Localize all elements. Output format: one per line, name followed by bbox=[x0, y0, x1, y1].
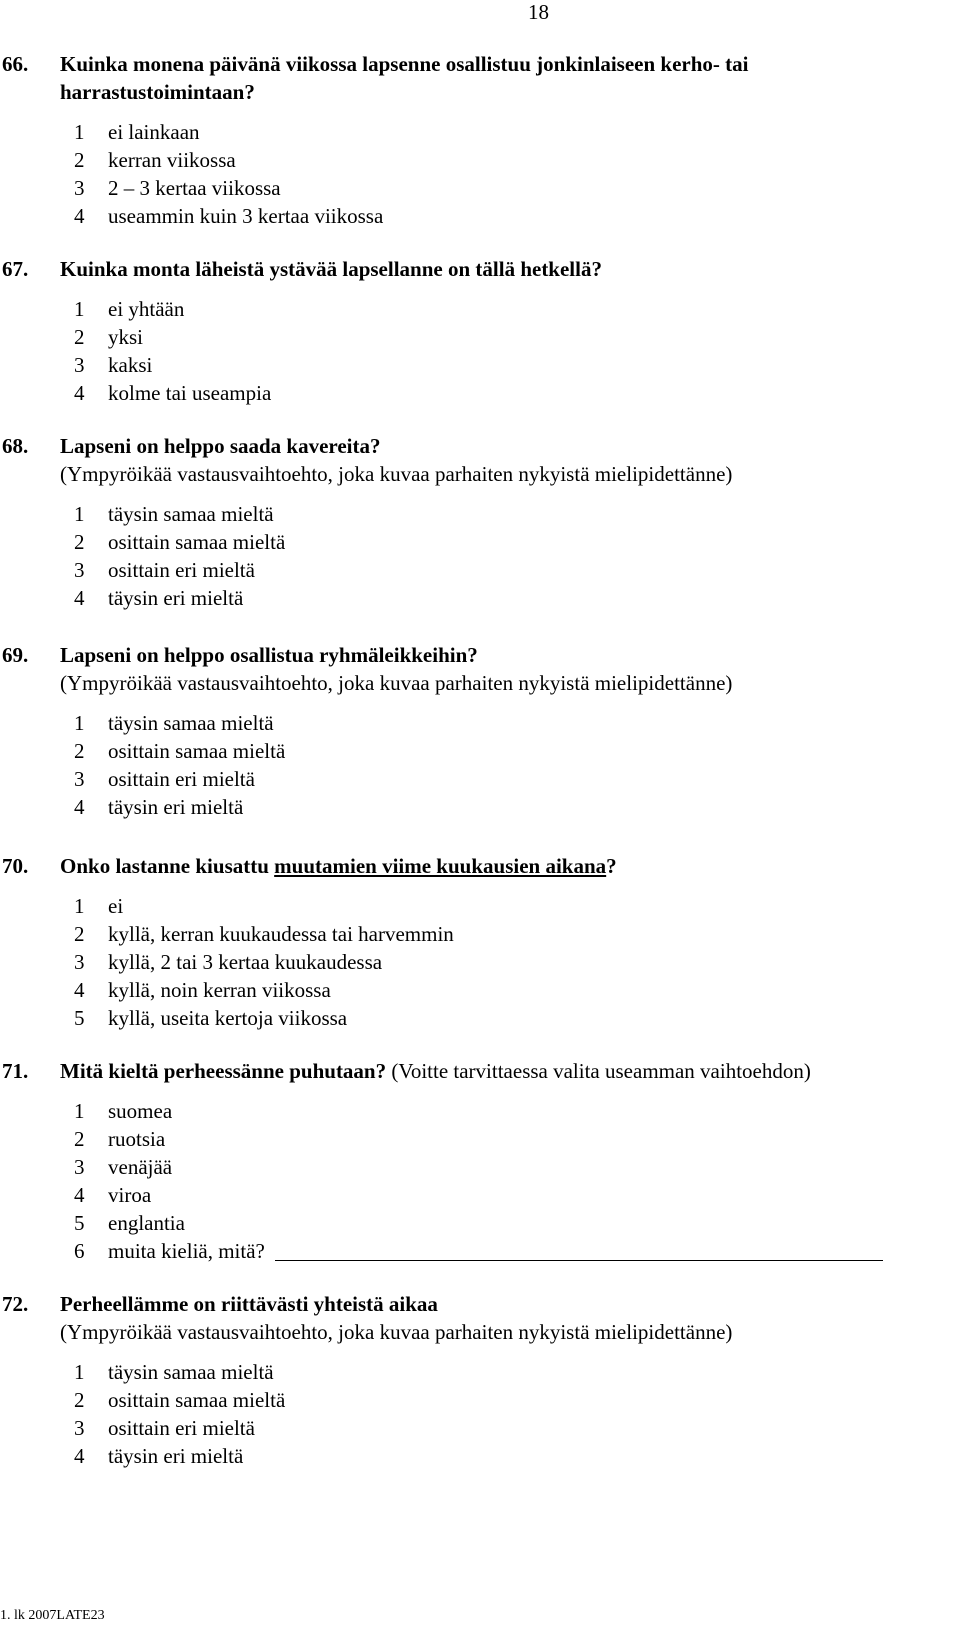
option-5[interactable]: 5 englantia bbox=[74, 1211, 185, 1235]
question-text: Mitä kieltä perheessänne puhutaan? (Voitte tarvittaessa valita useamman vaihtoehdon) bbox=[60, 1059, 811, 1083]
option-3[interactable]: 3 osittain eri mieltä bbox=[74, 1416, 255, 1440]
question-number: 69. bbox=[2, 643, 29, 667]
option-2[interactable]: 2 kyllä, kerran kuukaudessa tai harvemmin bbox=[74, 922, 454, 946]
option-5[interactable]: 5 kyllä, useita kertoja viikossa bbox=[74, 1006, 348, 1030]
options-list bbox=[0, 500, 960, 612]
question-67 bbox=[0, 255, 960, 407]
option-3[interactable]: 3 2 – 3 kertaa viikossa bbox=[74, 176, 281, 200]
option-2[interactable]: 2 yksi bbox=[74, 325, 144, 349]
question-72 bbox=[0, 1290, 960, 1470]
question-text-line2: harrastustoimintaan? bbox=[60, 80, 255, 104]
option-3[interactable]: 3 kyllä, 2 tai 3 kertaa kuukaudessa bbox=[74, 950, 383, 974]
option-1[interactable]: 1 suomea bbox=[74, 1099, 173, 1123]
option-1[interactable]: 1 ei bbox=[74, 894, 124, 918]
options-list bbox=[0, 118, 960, 230]
question-70 bbox=[0, 852, 960, 1032]
option-4[interactable]: 4 kyllä, noin kerran viikossa bbox=[74, 978, 331, 1002]
option-3[interactable]: 3 osittain eri mieltä bbox=[74, 767, 255, 791]
option-1[interactable]: 1 ei lainkaan bbox=[74, 120, 200, 144]
option-4[interactable]: 4 täysin eri mieltä bbox=[74, 795, 244, 819]
question-text: Kuinka monta läheistä ystävää lapsellanne on tällä hetkellä? bbox=[60, 257, 602, 281]
option-2[interactable]: 2 ruotsia bbox=[74, 1127, 166, 1151]
option-1[interactable]: 1 täysin samaa mieltä bbox=[74, 711, 274, 735]
options-list bbox=[0, 295, 960, 407]
question-66 bbox=[0, 50, 960, 230]
option-3[interactable]: 3 osittain eri mieltä bbox=[74, 558, 255, 582]
question-number: 66. bbox=[2, 52, 29, 76]
page-number: 18 bbox=[528, 0, 549, 24]
question-text: Lapseni on helppo osallistua ryhmäleikkeihin? bbox=[60, 643, 478, 667]
question-text-line1: Kuinka monena päivänä viikossa lapsenne osallistuu jonkinlaiseen kerho- tai bbox=[60, 52, 749, 76]
option-6[interactable]: 6 muita kieliä, mitä? bbox=[0, 1237, 960, 1265]
option-2[interactable]: 2 osittain samaa mieltä bbox=[74, 530, 286, 554]
question-instruction: (Ympyröikää vastausvaihtoehto, joka kuvaa parhaiten nykyistä mielipidettänne) bbox=[60, 1320, 733, 1344]
question-note: (Voitte tarvittaessa valita useamman vaihtoehdon) bbox=[386, 1059, 811, 1083]
question-instruction: (Ympyröikää vastausvaihtoehto, joka kuvaa parhaiten nykyistä mielipidettänne) bbox=[60, 671, 733, 695]
footer-code: 1. lk 2007LATE23 bbox=[0, 1608, 105, 1623]
option-4[interactable]: 4 kolme tai useampia bbox=[74, 381, 272, 405]
question-instruction: (Ympyröikää vastausvaihtoehto, joka kuvaa parhaiten nykyistä mielipidettänne) bbox=[60, 462, 733, 486]
question-number: 70. bbox=[2, 854, 29, 878]
other-language-answer-line[interactable] bbox=[275, 1240, 883, 1261]
option-4[interactable]: 4 viroa bbox=[74, 1183, 152, 1207]
option-2[interactable]: 2 kerran viikossa bbox=[74, 148, 236, 172]
options-list bbox=[0, 1097, 960, 1265]
question-71 bbox=[0, 1057, 960, 1265]
question-text: Lapseni on helppo saada kavereita? bbox=[60, 434, 381, 458]
options-list bbox=[0, 709, 960, 821]
question-68 bbox=[0, 432, 960, 612]
option-3[interactable]: 3 kaksi bbox=[74, 353, 153, 377]
option-1[interactable]: 1 ei yhtään bbox=[74, 297, 185, 321]
options-list bbox=[0, 1358, 960, 1470]
question-number: 68. bbox=[2, 434, 29, 458]
option-4[interactable]: 4 täysin eri mieltä bbox=[74, 1444, 244, 1468]
option-2[interactable]: 2 osittain samaa mieltä bbox=[74, 739, 286, 763]
question-number: 72. bbox=[2, 1292, 29, 1316]
question-text: Onko lastanne kiusattu muutamien viime kuukausien aikana? bbox=[60, 854, 617, 878]
option-4[interactable]: 4 täysin eri mieltä bbox=[74, 586, 244, 610]
option-1[interactable]: 1 täysin samaa mieltä bbox=[74, 502, 274, 526]
question-number: 71. bbox=[2, 1059, 29, 1083]
option-3[interactable]: 3 venäjää bbox=[74, 1155, 173, 1179]
options-list bbox=[0, 892, 960, 1032]
option-2[interactable]: 2 osittain samaa mieltä bbox=[74, 1388, 286, 1412]
question-number: 67. bbox=[2, 257, 29, 281]
question-69 bbox=[0, 641, 960, 821]
option-1[interactable]: 1 täysin samaa mieltä bbox=[74, 1360, 274, 1384]
underlined-emphasis: muutamien viime kuukausien aikana bbox=[274, 854, 607, 878]
question-text: Perheellämme on riittävästi yhteistä aikaa bbox=[60, 1292, 438, 1316]
option-4[interactable]: 4 useammin kuin 3 kertaa viikossa bbox=[74, 204, 384, 228]
